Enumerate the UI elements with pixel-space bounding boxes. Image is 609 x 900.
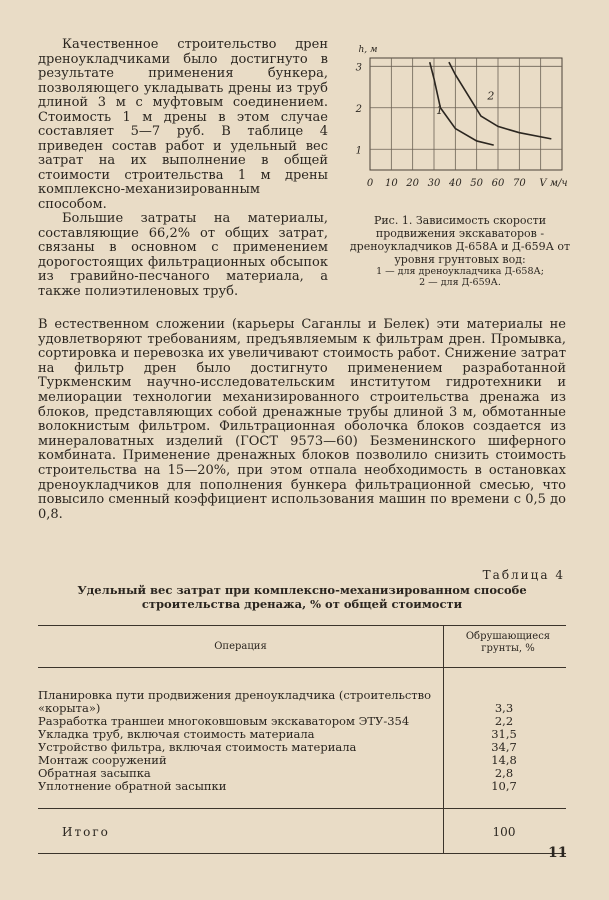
row-operation: Монтаж сооружений (38, 753, 167, 767)
caption-legend-1: 1 — для дреноукладчика Д-658А; (376, 266, 544, 277)
x-tick-label: 60 (491, 178, 505, 189)
row-value: 31,5 (491, 727, 517, 741)
chart-svg (332, 40, 577, 210)
x-axis-label: V м/ч (539, 178, 568, 189)
left-text-column (38, 38, 328, 299)
row-value: 14,8 (491, 753, 517, 767)
table-bottom-rule (38, 853, 566, 854)
series-label-1: 1 (436, 104, 444, 117)
row-operation: Разработка траншеи многоковшовым экскаватором ЭТУ-354 (38, 714, 410, 728)
paragraph-2-continued: В естественном сложении (карьеры Саганлы и Белек) эти материалы не удовлетворяют требованиям, предъявляемым к фильтрам дрен. Промывка, сортировка и перевозка их увеличивают стоимость работ. Снижение затрат на фильтр дрен было достигнуто применением разработанной Туркменским научно-исследовательским институтом гидротехники и мелиорации технологии механизированного строительства дренажа из блоков, представляющих собой дренажные трубы длиной 3 м, обмотанные волокнистым фильтром. Фильтрационная оболочка блоков создается из минераловатных изделий (ГОСТ 9573—60) Безменинского шиферного комбината. Применение дренажных блоков позволило снизить стоимость строительства на 15—20%, при этом отпала необходимость в остановках дреноукладчиков для пополнения бункера фильтрационной смесью, что повысило сменный коэффициент использования машин по времени с 0,5 до 0,8. (38, 317, 567, 522)
caption-main: Рис. 1. Зависимость скорости продвижения экскаваторов - дреноукладчиков Д-658А и Д-659А от уровня грунтовых вод: (349, 214, 571, 266)
row-operation: Планировка пути продвижения дреноукладчика (строительство «корыта») (38, 688, 432, 715)
x-tick-label: 40 (448, 178, 462, 189)
total-value: 100 (492, 825, 516, 839)
table-header-rule (38, 667, 566, 668)
row-value: 10,7 (491, 779, 517, 793)
table-row (38, 689, 566, 715)
y-tick-label: 1 (355, 145, 362, 157)
plot-frame (370, 58, 562, 170)
figure-caption (340, 214, 580, 288)
header-operation: Операция (214, 641, 267, 652)
row-value: 3,3 (494, 701, 514, 715)
x-tick-label: 70 (512, 178, 526, 189)
series-line-2 (449, 62, 551, 139)
row-value: 34,7 (491, 740, 517, 754)
table-top-rule (38, 625, 566, 626)
figure-chart (332, 40, 577, 189)
paragraph-1: Качественное строительство дрен дреноукладчиками было достигнуто в результате применения бункера, позволяющего укладывать дрены из труб длиной 3 м с муфтовым соединением. Стоимость 1 м дрены в этом случае составляет 5—7 руб. В таблице 4 приведен состав работ и удельный вес затрат на их выполнение в общей стоимости строительства 1 м дрены комплексно-механизированным способом. (38, 37, 328, 212)
table-body-rule (38, 808, 566, 809)
page-number: 11 (548, 845, 568, 861)
header-value: Обрушающиеся грунты, % (465, 631, 551, 654)
total-label: Итого (62, 825, 110, 839)
x-tick-label: 50 (470, 178, 484, 189)
row-operation: Обратная засыпка (38, 766, 151, 780)
paragraph-2-start: Большие затраты на материалы, составляющие 66,2% от общих затрат, связаны в основном с применением дорогостоящих фильтрационных обсыпок из гравийно-песчаного материала, а также полиэтиленовых труб. (38, 211, 328, 299)
x-tick-label: 20 (406, 178, 420, 189)
row-operation: Устройство фильтра, включая стоимость материала (38, 740, 357, 754)
y-tick-label: 2 (355, 103, 362, 115)
full-width-text (38, 318, 566, 522)
table-label: Таблица 4 (482, 568, 565, 582)
table-row (38, 780, 566, 793)
caption-legend-2: 2 — для Д-659А. (419, 277, 501, 288)
series-label-2: 2 (487, 89, 495, 103)
row-value: 2,8 (494, 766, 514, 780)
row-value: 2,2 (494, 714, 514, 728)
y-tick-label: 3 (355, 62, 362, 74)
x-tick-label: 0 (366, 178, 374, 189)
data-table (38, 625, 566, 855)
y-axis-label: h, м (358, 45, 378, 55)
table-title: Удельный вес затрат при комплексно-механизированном способе строительства дренажа, % от общей стоимости (77, 583, 527, 611)
row-operation: Укладка труб, включая стоимость материала (38, 727, 315, 741)
row-operation: Уплотнение обратной засыпки (38, 779, 227, 793)
x-tick-label: 10 (384, 178, 398, 189)
x-tick-label: 30 (427, 178, 441, 189)
